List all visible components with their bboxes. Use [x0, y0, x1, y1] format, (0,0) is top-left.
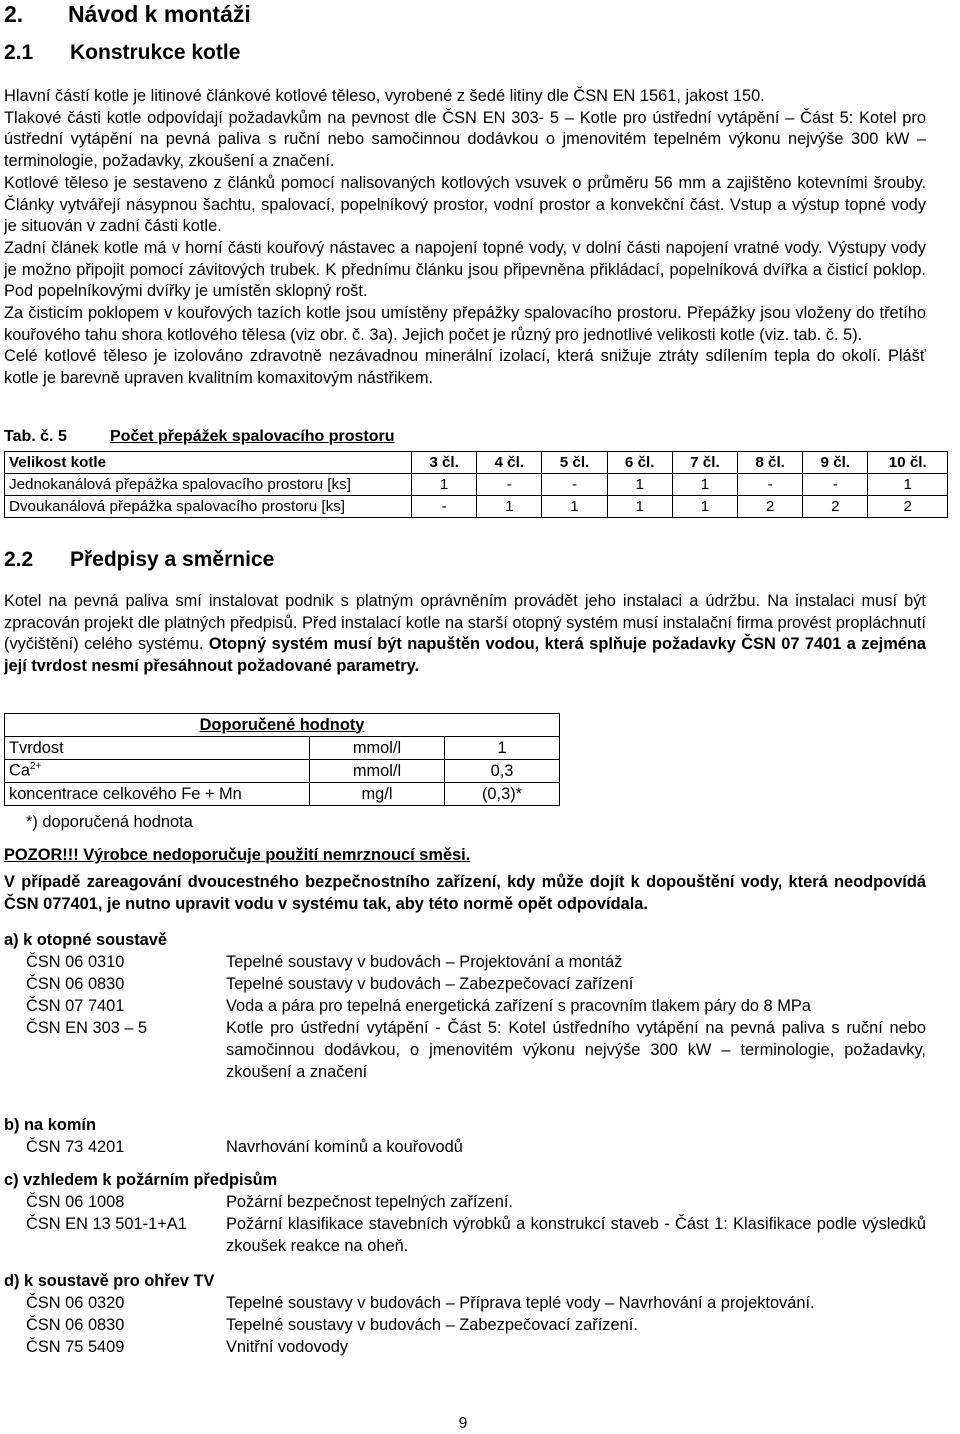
regulations-paragraph: [4, 591, 926, 678]
norm-row: [4, 1136, 926, 1158]
table-cell: 1: [672, 496, 737, 518]
paragraph: Hlavní částí kotle je litinové článkové kotlové těleso, vyrobené z šedé litiny dle ČSN EN 1561, jakost 150.: [4, 87, 765, 105]
table-cell: 8 čl.: [738, 452, 803, 474]
subsection-title: Předpisy a směrnice: [70, 548, 275, 571]
warning-text: POZOR!!! Výrobce nedoporučuje použití nemrznoucí směsi.: [4, 846, 471, 864]
norms-group-b: [4, 1114, 926, 1158]
paragraph: Kotlové těleso je sestaveno z článků pomocí nalisovaných kotlových vsuvek o průměru 56 mm a zajištěno kotevními šrouby. Články vytvářejí násypnou šachtu, spalovací, popelníkový prostor, vodní prostor a konvekční část. Vstup a výstup topné vody je situován v zadní části kotle.: [4, 173, 926, 236]
parameter-superscript: 2+: [29, 761, 42, 773]
table-cell: 1: [542, 496, 607, 518]
subsection-heading-2-1: [4, 40, 240, 66]
norm-code: ČSN EN 303 – 5: [26, 1019, 148, 1037]
table-cell: 3 čl.: [412, 452, 477, 474]
table-cell: 5 čl.: [542, 452, 607, 474]
safety-note: V případě zareagování dvoucestného bezpečnostního zařízení, kdy může dojít k dopouštění vody, která neodpovídá ČSN 077401, je nutno upravit vodu v systému tak, aby této normě opět odpovídala.: [4, 873, 926, 913]
table-cell: 2: [738, 496, 803, 518]
table-cell: -: [412, 496, 477, 518]
table-cell: 1: [607, 474, 672, 496]
norm-code: ČSN 06 0310: [26, 953, 125, 971]
norm-description: Požární bezpečnost tepelných zařízení.: [226, 1193, 514, 1211]
paragraph: Zadní článek kotle má v horní části kouřový nástavec a napojení topné vody, v dolní části napojení vratné vody. Výstupy vody je možno připojit pomocí závitových trubek. K přednímu článku jsou připevněna přikládací, popelníková dvířka a čisticí poklop. Pod popelníkovými dvířky je umístěn sklopný rošt.: [4, 238, 926, 301]
norm-description: Tepelné soustavy v budovách – Zabezpečovací zařízení.: [226, 1316, 638, 1334]
norm-row: [4, 1314, 926, 1336]
norm-row: [4, 995, 926, 1017]
norms-group-c: [4, 1169, 926, 1257]
table-cell: 1: [607, 496, 672, 518]
regulations-text: Kotel na pevná paliva smí instalovat podnik s platným oprávněním provádět jeho instalaci a údržbu. Na instalaci musí být zpracován projekt dle platných předpisů. Před instalací kotle na starší otopný systém musí instalační firma provést propláchnutí (vyčištění) celého systému.: [4, 592, 926, 654]
recommended-values-table: [4, 713, 560, 806]
norms-group-a: [4, 929, 926, 1083]
table-cell: 1: [672, 474, 737, 496]
table-cell: mmol/l: [310, 760, 445, 783]
norms-group-title: b) na komín: [4, 1116, 96, 1134]
parameter-name: Tvrdost: [9, 738, 64, 757]
table-cell: 1: [445, 737, 560, 760]
norm-description: Navrhování komínů a kouřovodů: [226, 1138, 463, 1156]
table-cell: 1: [477, 496, 542, 518]
table-cell: 0,3: [445, 760, 560, 783]
section-title: Návod k montáži: [68, 1, 251, 27]
table-row: [5, 783, 560, 806]
table-cell: -: [738, 474, 803, 496]
subsection-heading-2-2: [4, 547, 274, 573]
norm-description: Požární klasifikace stavebních výrobků a konstrukcí staveb - Část 1: Klasifikace podle výsledků zkoušek reakce na oheň.: [226, 1215, 926, 1255]
construction-text: [4, 86, 926, 390]
table-cell: mmol/l: [310, 737, 445, 760]
table-cell: 7 čl.: [672, 452, 737, 474]
norm-row: [4, 1213, 926, 1257]
parameter-name: Ca: [9, 761, 30, 780]
table-row: [5, 760, 560, 783]
norm-row: [4, 1292, 926, 1314]
norm-code: ČSN 06 0830: [26, 1316, 125, 1334]
table-cell: 2: [803, 496, 868, 518]
norm-description: Tepelné soustavy v budovách – Zabezpečovací zařízení: [226, 975, 634, 993]
table-number: Tab. č. 5: [4, 428, 67, 445]
table-row: [5, 474, 948, 496]
table-header-row: [5, 714, 560, 737]
table-cell: 4 čl.: [477, 452, 542, 474]
section-number: 2.: [4, 1, 24, 27]
norm-code: ČSN 06 0830: [26, 975, 125, 993]
paragraph: Za čisticím poklopem v kouřových tazích kotle jsou umístěny přepážky spalovacího prostoru. Přepážky jsou vloženy do třetího kouřového tahu shora kotlového tělesa (viz obr. č. 3a). Jejich počet je různý pro jednotlivé velikosti kotle (viz. tab. č. 5).: [4, 304, 926, 344]
table-cell: [5, 760, 310, 783]
norm-row: [4, 1017, 926, 1083]
table-cell: 10 čl.: [868, 452, 948, 474]
norm-code: ČSN 75 5409: [26, 1338, 125, 1356]
norm-description: Tepelné soustavy v budovách – Příprava teplé vody – Navrhování a projektování.: [226, 1294, 815, 1312]
table-cell: (0,3)*: [445, 783, 560, 806]
paragraph: Celé kotlové těleso je izolováno zdravotně nezávadnou minerální izolací, která snižuje ztráty sdílením tepla do okolí. Plášť kotle je barevně upraven kvalitním komaxitovým nástřikem.: [4, 347, 926, 388]
norm-row: [4, 973, 926, 995]
norm-code: ČSN 07 7401: [26, 997, 125, 1015]
baffle-count-table: [4, 451, 948, 518]
norms-group-title: d) k soustavě pro ohřev TV: [4, 1272, 215, 1290]
table-cell: mg/l: [310, 783, 445, 806]
table-cell: 1: [868, 474, 948, 496]
paragraph: Tlakové části kotle odpovídají požadavkům na pevnost dle ČSN EN 303- 5 – Kotle pro ústřední vytápění – Část 5: Kotel pro ústřední vytápění na pevná paliva s ruční nebo samočinnou dodávkou o jmenovitém tepelném výkonu nejvýše 300 kW – terminologie, požadavky, zkoušení a značení.: [4, 108, 926, 171]
table-cell: [5, 783, 310, 806]
norm-code: ČSN 06 0320: [26, 1294, 125, 1312]
table-cell: -: [803, 474, 868, 496]
norm-description: Kotle pro ústřední vytápění - Část 5: Kotel ústředního vytápění na pevná paliva s ruční nebo samočinnou dodávkou, o jmenovitém výkonu nejvýše 300 kW – terminologie, požadavky, zkoušení a značení: [226, 1019, 926, 1081]
norms-group-title: a) k otopné soustavě: [4, 931, 168, 949]
table-row: [5, 496, 948, 518]
page-number: 9: [458, 1415, 468, 1432]
norm-code: ČSN EN 13 501-1+A1: [26, 1215, 187, 1233]
norm-description: Voda a pára pro tepelná energetická zařízení s pracovním tlakem páry do 8 MPa: [226, 997, 811, 1015]
subsection-number: 2.2: [4, 548, 34, 571]
norm-code: ČSN 06 1008: [26, 1193, 125, 1211]
norms-group-title: c) vzhledem k požárním předpisům: [4, 1171, 278, 1189]
norm-description: Vnitřní vodovody: [226, 1338, 349, 1356]
table-cell: [5, 737, 310, 760]
table-cell: 6 čl.: [607, 452, 672, 474]
regulations-bold-text: Otopný systém musí být napuštěn vodou, která splňuje požadavky ČSN 07 7401 a zejména její tvrdost nesmí přesáhnout požadované parametry.: [4, 635, 927, 676]
table-cell: -: [542, 474, 607, 496]
norm-row: [4, 1336, 926, 1358]
norm-description: Tepelné soustavy v budovách – Projektování a montáž: [226, 953, 623, 971]
table-cell: 1: [412, 474, 477, 496]
norm-row: [4, 951, 926, 973]
table-caption: [4, 427, 395, 447]
subsection-number: 2.1: [4, 41, 34, 64]
parameter-name: koncentrace celkového Fe + Mn: [9, 784, 242, 803]
norm-row: [4, 1191, 926, 1213]
table-title: Doporučené hodnoty: [5, 714, 560, 737]
table-cell: -: [477, 474, 542, 496]
table-row: [5, 737, 560, 760]
norms-group-d: [4, 1270, 926, 1358]
table-header-row: [5, 452, 948, 474]
section-heading: [4, 0, 251, 28]
norm-code: ČSN 73 4201: [26, 1138, 125, 1156]
table-cell: 2: [868, 496, 948, 518]
table-cell: Dvoukanálová přepážka spalovacího prostoru [ks]: [5, 496, 412, 518]
table-title: Počet přepážek spalovacího prostoru: [110, 428, 395, 445]
table-footnote: *) doporučená hodnota: [26, 813, 193, 831]
table-cell: Jednokanálová přepážka spalovacího prostoru [ks]: [5, 474, 412, 496]
table-cell: 9 čl.: [803, 452, 868, 474]
subsection-title: Konstrukce kotle: [70, 41, 241, 64]
table-cell: Velikost kotle: [5, 452, 412, 474]
